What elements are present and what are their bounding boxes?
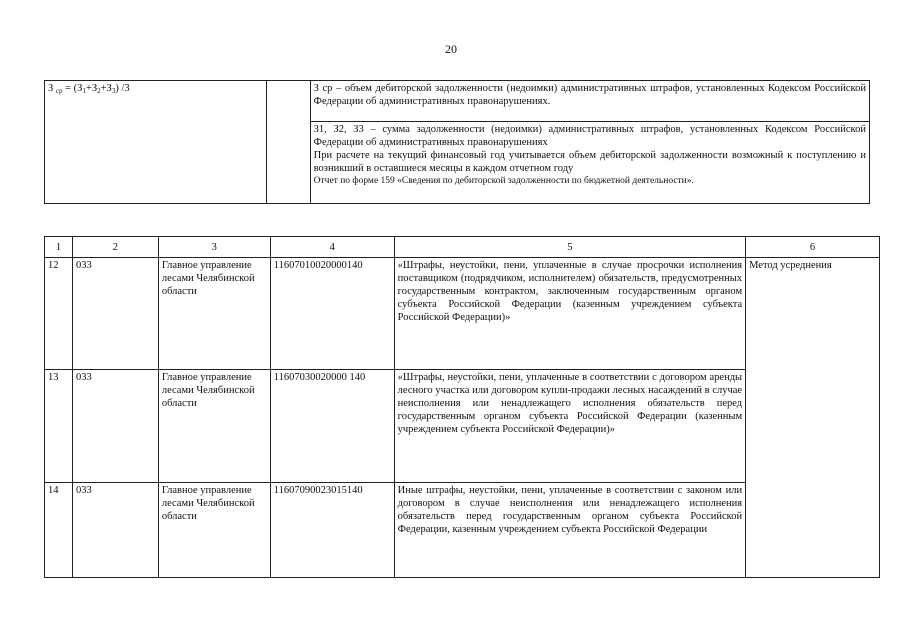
formula-empty-cell: [266, 81, 310, 204]
row-description: «Штрафы, неустойки, пени, уплаченные в соответствии с договором аренды лесного участка или договором купли-продажи лесных насаждений в случае неисполнения или ненадлежащего исполнения обязательств перед государственным органом субъекта Российской Федерации (казенным учреждением субъекта Российской Федерации)»: [394, 370, 745, 483]
row-number: 13: [45, 370, 73, 483]
formula-lhs-sub: ср: [55, 87, 63, 95]
row-number: 14: [45, 483, 73, 578]
row-org: Главное управление лесами Челябинской области: [158, 258, 270, 370]
row-kbk: 11607090023015140: [270, 483, 394, 578]
formula-sub2: 2: [97, 87, 101, 95]
row-code: 033: [72, 370, 158, 483]
formula-def1: З ср – объем дебиторской задолженности (недоимки) административных штрафов, установленных Кодексом Российской Федерации об административных правонарушениях.: [310, 81, 869, 122]
header-cell: 6: [746, 237, 880, 258]
formula-rhs-open: = (З: [62, 83, 83, 94]
formula-sub3: 3: [111, 87, 116, 95]
header-cell: 1: [45, 237, 73, 258]
formula-plus2: +З: [100, 83, 112, 94]
header-cell: 3: [158, 237, 270, 258]
header-cell: 2: [72, 237, 158, 258]
formula-def2: [310, 122, 869, 204]
row-kbk: 11607010020000140: [270, 258, 394, 370]
row-org: Главное управление лесами Челябинской области: [158, 370, 270, 483]
method-cell: Метод усреднения: [746, 258, 880, 578]
row-code: 033: [72, 258, 158, 370]
row-kbk: 11607030020000 140: [270, 370, 394, 483]
page-number: 20: [445, 42, 457, 56]
formula-row-1: [45, 81, 870, 122]
header-cell: 4: [270, 237, 394, 258]
formula-rhs-close: ) /3: [115, 83, 130, 94]
row-number: 12: [45, 258, 73, 370]
table-row: [45, 258, 880, 370]
formula-def2-line1: З1, З2, З3 – сумма задолженности (недоимки) административных штрафов, установленных Кодексом Российской Федерации об административных правонарушениях: [313, 124, 866, 148]
main-table: [44, 236, 880, 578]
row-description: «Штрафы, неустойки, пени, уплаченные в случае просрочки исполнения поставщиком (подрядчиком, исполнителем) обязательств, предусмотренных государственным контрактом, заключенным государственным органом субъекта Российской Федерации (казенным учреждением субъекта Российской Федерации)»: [394, 258, 745, 370]
header-cell: 5: [394, 237, 745, 258]
row-code: 033: [72, 483, 158, 578]
formula-def2-line2: При расчете на текущий финансовый год учитывается объем дебиторской задолженности возможный к поступлению и возникший в оставшиеся месяцы в каждом отчетном году: [313, 150, 866, 174]
formula-def2-line3: Отчет по форме 159 «Сведения по дебиторской задолженности по бюджетной деятельности».: [313, 176, 694, 186]
formula-table: [44, 80, 870, 204]
row-org: Главное управление лесами Челябинской области: [158, 483, 270, 578]
formula-plus1: +З: [85, 83, 98, 94]
table-header-row: [45, 237, 880, 258]
formula-cell: [45, 81, 267, 204]
formula-sub1: 1: [82, 87, 86, 95]
row-description: Иные штрафы, неустойки, пени, уплаченные в соответствии с законом или договором в случае неисполнения или ненадлежащего исполнения обязательств перед государственным органом субъекта Российской Федерации, казенным учреждением субъекта Российской Федерации: [394, 483, 745, 578]
formula-lhs: З: [48, 83, 54, 94]
